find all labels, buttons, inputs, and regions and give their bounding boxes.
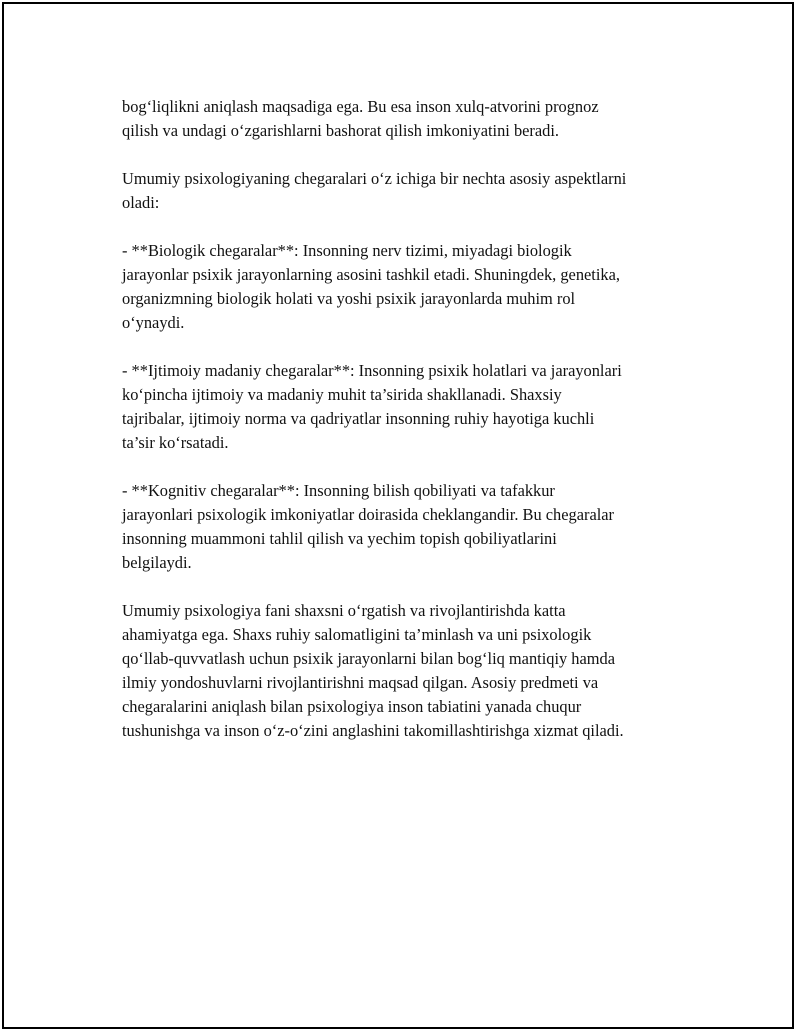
text-line: - **Ijtimoiy madaniy chegaralar**: Insonning psixik holatlari va jarayonlari: [122, 361, 622, 380]
paragraph-gap: [122, 455, 722, 479]
paragraph-intro-continuation: [122, 95, 722, 143]
document-body: [122, 95, 722, 743]
paragraph-boundaries-intro: [122, 167, 722, 215]
text-line: jarayonlar psixik jarayonlarning asosini tashkil etadi. Shuningdek, genetika,: [122, 265, 620, 284]
page-frame: [2, 2, 794, 1029]
paragraph-conclusion: [122, 599, 722, 743]
text-line: - **Biologik chegaralar**: Insonning nerv tizimi, miyadagi biologik: [122, 241, 572, 260]
text-line: jarayonlari psixologik imkoniyatlar doirasida cheklangandir. Bu chegaralar: [122, 505, 615, 524]
paragraph-gap: [122, 335, 722, 359]
paragraph-gap: [122, 143, 722, 167]
paragraph-gap: [122, 215, 722, 239]
text-line: belgilaydi.: [122, 553, 192, 572]
text-line: o‘ynaydi.: [122, 313, 185, 332]
text-line: oladi:: [122, 193, 160, 212]
paragraph-cognitive-boundaries: [122, 479, 722, 575]
text-line: ilmiy yondoshuvlarni rivojlantirishni maqsad qilgan. Asosiy predmeti va: [122, 673, 599, 692]
text-line: ko‘pincha ijtimoiy va madaniy muhit ta’sirida shakllanadi. Shaxsiy: [122, 385, 562, 404]
paragraph-gap: [122, 575, 722, 599]
text-line: Umumiy psixologiya fani shaxsni o‘rgatish va rivojlantirishda katta: [122, 601, 566, 620]
text-line: - **Kognitiv chegaralar**: Insonning bilish qobiliyati va tafakkur: [122, 481, 555, 500]
paragraph-biological-boundaries: [122, 239, 722, 335]
text-line: bog‘liqlikni aniqlash maqsadiga ega. Bu esa inson xulq-atvorini prognoz: [122, 97, 599, 116]
text-line: organizmning biologik holati va yoshi psixik jarayonlarda muhim rol: [122, 289, 576, 308]
text-line: qo‘llab-quvvatlash uchun psixik jarayonlarni bilan bog‘liq mantiqiy hamda: [122, 649, 615, 668]
text-line: tajribalar, ijtimoiy norma va qadriyatlar insonning ruhiy hayotiga kuchli: [122, 409, 595, 428]
text-line: Umumiy psixologiyaning chegaralari o‘z ichiga bir nechta asosiy aspektlarni: [122, 169, 627, 188]
text-line: ahamiyatga ega. Shaxs ruhiy salomatligini ta’minlash va uni psixologik: [122, 625, 592, 644]
paragraph-social-cultural-boundaries: [122, 359, 722, 455]
text-line: ta’sir ko‘rsatadi.: [122, 433, 229, 452]
text-line: insonning muammoni tahlil qilish va yechim topish qobiliyatlarini: [122, 529, 557, 548]
text-line: chegaralarini aniqlash bilan psixologiya inson tabiatini yanada chuqur: [122, 697, 582, 716]
text-line: tushunishga va inson o‘z-o‘zini anglashini takomillashtirishga xizmat qiladi.: [122, 721, 624, 740]
text-line: qilish va undagi o‘zgarishlarni bashorat qilish imkoniyatini beradi.: [122, 121, 559, 140]
